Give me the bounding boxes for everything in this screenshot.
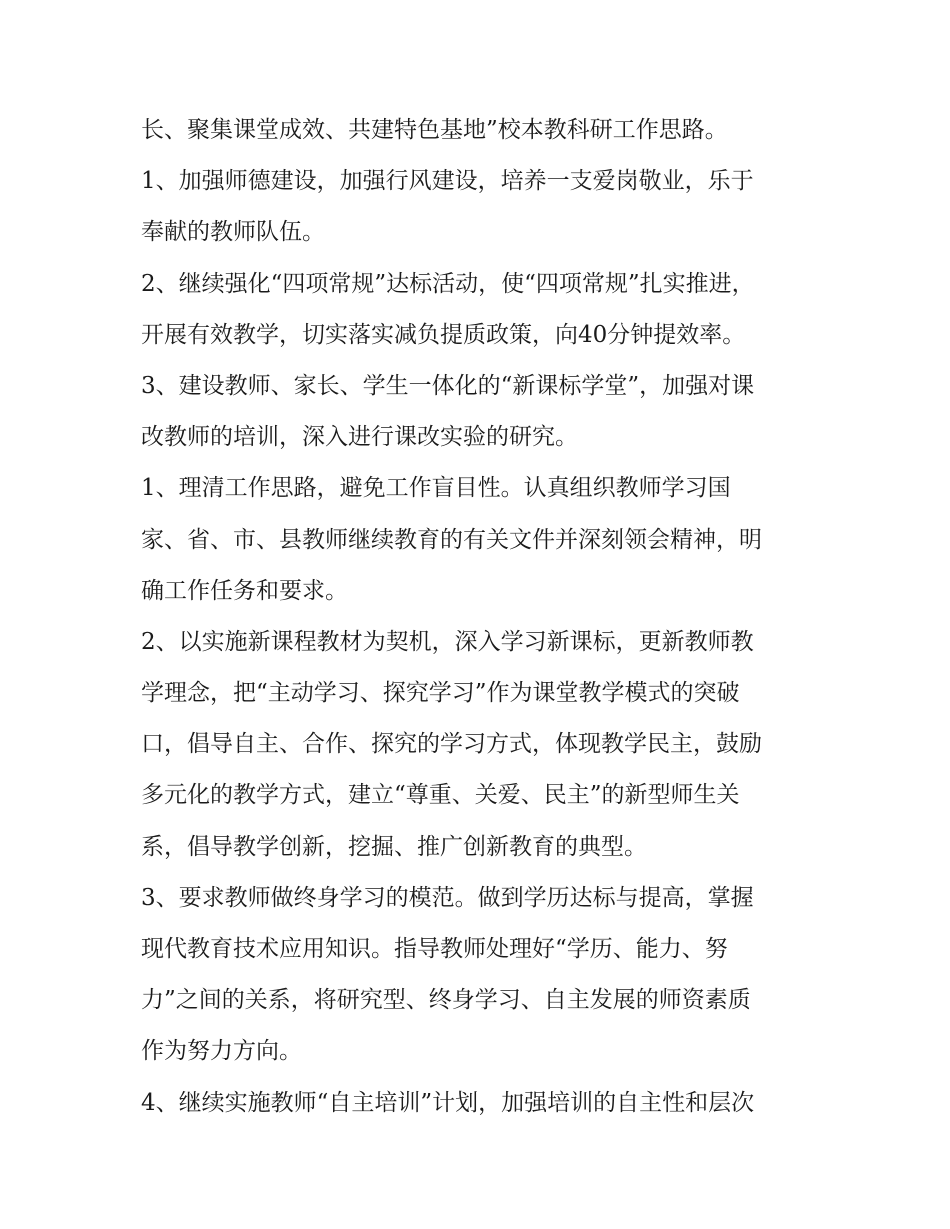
text-line: 1、理清工作思路，避免工作盲目性。认真组织教师学习国 <box>141 475 731 502</box>
text-line: 系，倡导教学创新，挖掘、推广创新教育的典型。 <box>141 833 647 860</box>
text-line: 3、建设教师、家长、学生一体化的“新课标学堂”，加强对课 <box>141 372 755 399</box>
text-line: 2、以实施新课程教材为契机，深入学习新课标，更新教师教 <box>141 628 754 655</box>
text-line: 现代教育技术应用知识。指导教师处理好“学历、能力、努 <box>141 936 728 962</box>
text-line: 家、省、市、县教师继续教育的有关文件并深刻领会精神，明 <box>141 526 762 553</box>
text-line: 3、要求教师做终身学习的模范。做到学历达标与提高，掌握 <box>141 884 754 911</box>
text-line: 口，倡导自主、合作、探究的学习方式，体现教学民主，鼓励 <box>141 731 762 758</box>
text-line: 奉献的教师队伍。 <box>141 219 325 246</box>
text-line: 4、继续实施教师“自主培训”计划，加强培训的自主性和层次 <box>141 1089 755 1116</box>
text-line: 作为努力方向。 <box>141 1038 302 1065</box>
text-line: 学理念，把“主动学习、探究学习”作为课堂教学模式的突破 <box>141 680 740 707</box>
text-line: 力”之间的关系，将研究型、终身学习、自主发展的师资素质 <box>141 987 751 1014</box>
text-line: 开展有效教学，切实落实减负提质政策，向40分钟提效率。 <box>141 321 746 348</box>
text-line: 改教师的培训，深入进行课改实验的研究。 <box>141 424 578 451</box>
text-line: 2、继续强化“四项常规”达标活动，使“四项常规”扎实推进， <box>141 270 755 297</box>
text-line: 1、加强师德建设，加强行风建设，培养一支爱岗敬业，乐于 <box>141 168 754 195</box>
body-text <box>141 105 831 1129</box>
text-line: 确工作任务和要求。 <box>141 577 348 604</box>
text-line: 长、聚集课堂成效、共建特色基地”校本教科研工作思路。 <box>141 117 728 143</box>
text-line: 多元化的教学方式，建立“尊重、关爱、民主”的新型师生关 <box>141 782 740 809</box>
